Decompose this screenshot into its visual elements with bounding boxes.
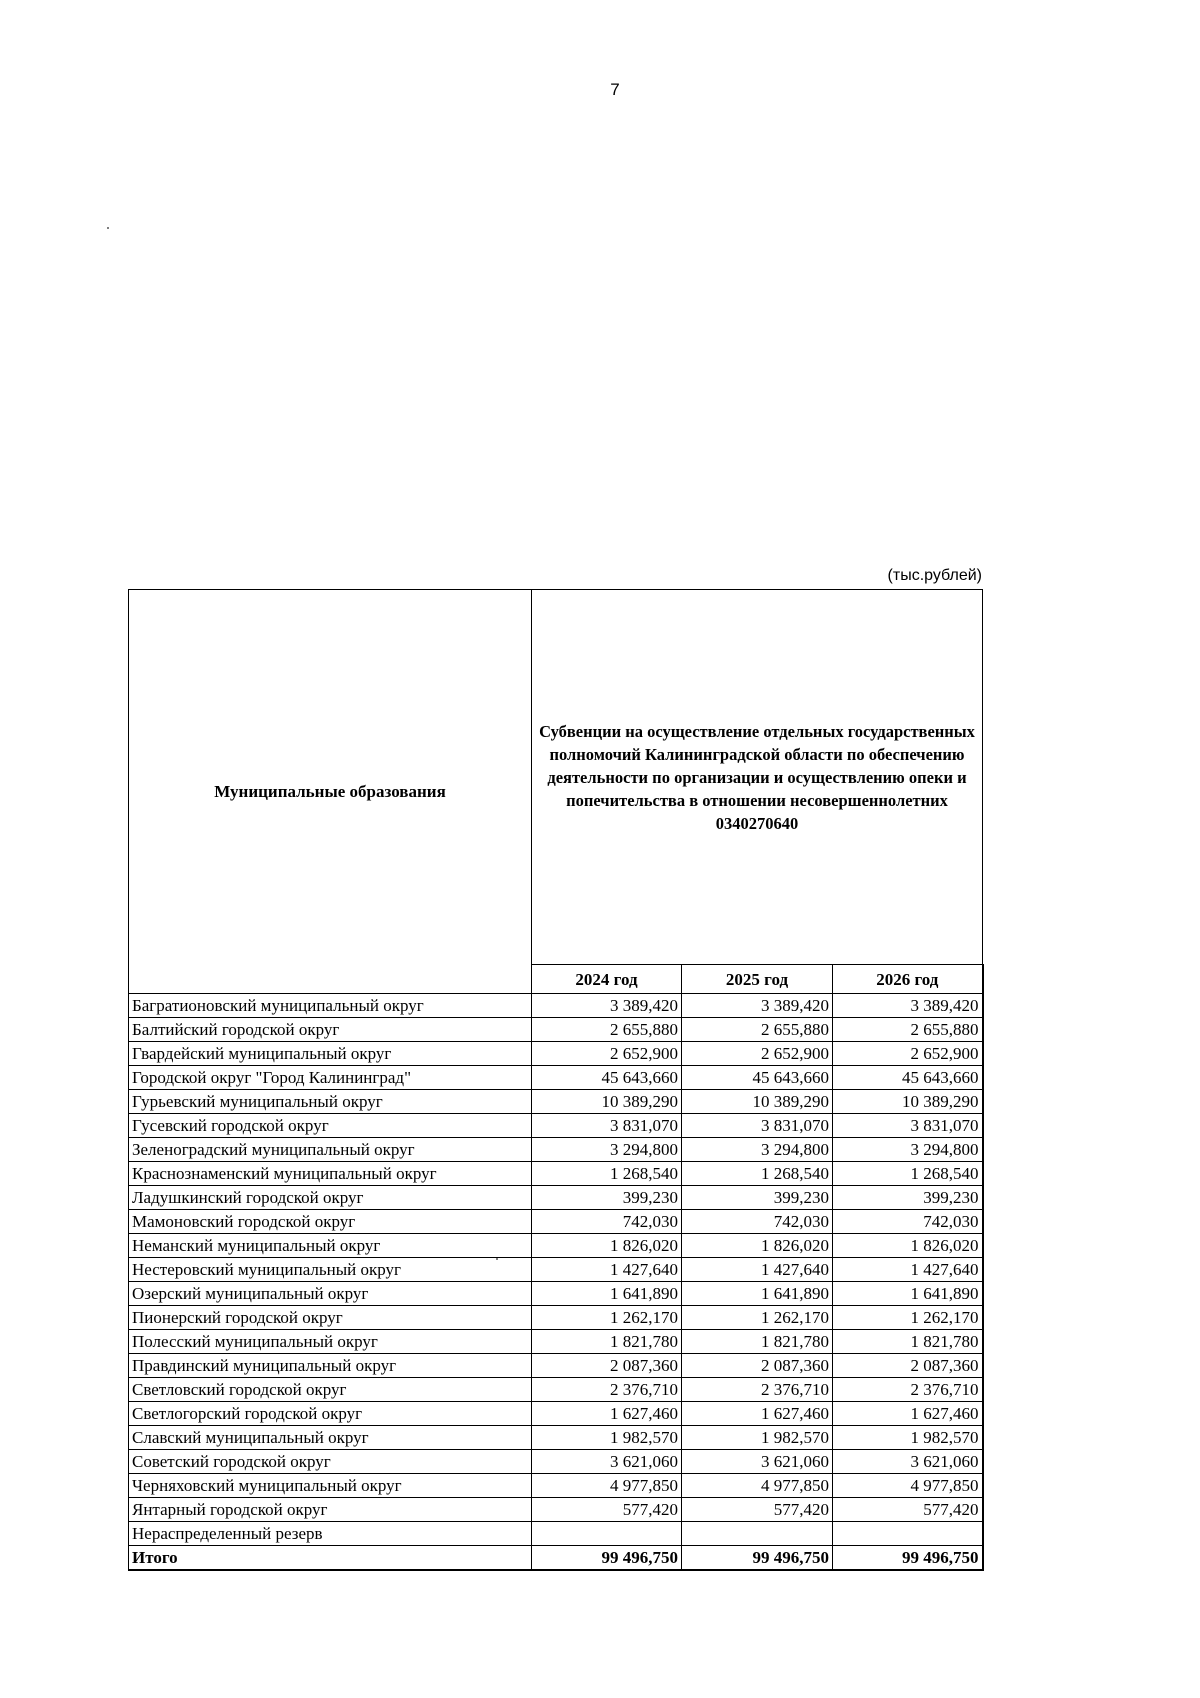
amount-cell: 2 655,880 [682, 1018, 833, 1042]
amount-cell: 99 496,750 [532, 1546, 682, 1570]
amount-cell: 2 655,880 [532, 1018, 682, 1042]
amount-cell: 1 268,540 [532, 1162, 682, 1186]
amount-cell [833, 1522, 983, 1546]
table-row [129, 1402, 983, 1426]
amount-cell: 10 389,290 [682, 1090, 833, 1114]
municipality-name: Пионерский городской округ [129, 1306, 532, 1330]
amount-cell: 2 087,360 [532, 1354, 682, 1378]
amount-cell: 399,230 [833, 1186, 983, 1210]
amount-cell: 2 655,880 [833, 1018, 983, 1042]
amount-cell [532, 1522, 682, 1546]
amount-cell: 2 652,900 [532, 1042, 682, 1066]
subvention-description-header: Субвенции на осуществление отдельных государственных полномочий Калининградской области по обеспечению деятельности по организации и осуществлению опеки и попечительства в отношении несовершеннолетних 0340270640 [532, 590, 983, 965]
municipality-name: Неманский муниципальный округ [129, 1234, 532, 1258]
amount-cell: 3 294,800 [833, 1138, 983, 1162]
amount-cell: 10 389,290 [532, 1090, 682, 1114]
amount-cell [682, 1522, 833, 1546]
municipality-name: Гурьевский муниципальный округ [129, 1090, 532, 1114]
amount-cell: 45 643,660 [833, 1066, 983, 1090]
amount-cell: 4 977,850 [682, 1474, 833, 1498]
amount-cell: 1 821,780 [532, 1330, 682, 1354]
table-row [129, 1306, 983, 1330]
table-row [129, 1426, 983, 1450]
amount-cell: 1 821,780 [833, 1330, 983, 1354]
amount-cell: 742,030 [833, 1210, 983, 1234]
amount-cell: 1 641,890 [833, 1282, 983, 1306]
municipality-name: Янтарный городской округ [129, 1498, 532, 1522]
amount-cell: 2 087,360 [833, 1354, 983, 1378]
amount-cell: 1 427,640 [682, 1258, 833, 1282]
amount-cell: 99 496,750 [833, 1546, 983, 1570]
amount-cell: 3 831,070 [833, 1114, 983, 1138]
year-header: 2026 год [833, 965, 983, 994]
amount-cell: 2 376,710 [833, 1378, 983, 1402]
amount-cell: 1 982,570 [532, 1426, 682, 1450]
table-row [129, 1234, 983, 1258]
table-row [129, 1138, 983, 1162]
amount-cell: 1 262,170 [532, 1306, 682, 1330]
amount-cell: 1 262,170 [833, 1306, 983, 1330]
table-row [129, 1114, 983, 1138]
amount-cell: 1 826,020 [833, 1234, 983, 1258]
amount-cell: 1 268,540 [833, 1162, 983, 1186]
amount-cell: 3 621,060 [833, 1450, 983, 1474]
table-row [129, 1162, 983, 1186]
amount-cell: 1 826,020 [532, 1234, 682, 1258]
municipality-name: Балтийский городской округ [129, 1018, 532, 1042]
municipality-name: Светлогорский городской округ [129, 1402, 532, 1426]
municipality-name: Славский муниципальный округ [129, 1426, 532, 1450]
year-header: 2024 год [532, 965, 682, 994]
subventions-table [128, 589, 984, 1571]
municipality-name: Озерский муниципальный округ [129, 1282, 532, 1306]
municipality-name: Светловский городской округ [129, 1378, 532, 1402]
municipality-name: Нестеровский муниципальный округ [129, 1258, 532, 1282]
amount-cell: 99 496,750 [682, 1546, 833, 1570]
amount-cell: 1 627,460 [682, 1402, 833, 1426]
municipality-name: Гусевский городской округ [129, 1114, 532, 1138]
amount-cell: 742,030 [682, 1210, 833, 1234]
municipality-name: Правдинский муниципальный округ [129, 1354, 532, 1378]
amount-cell: 742,030 [532, 1210, 682, 1234]
amount-cell: 3 389,420 [833, 994, 983, 1018]
municipality-column-header: Муниципальные образования [129, 590, 532, 994]
amount-cell: 577,420 [833, 1498, 983, 1522]
table-body [129, 994, 983, 1570]
amount-cell: 3 389,420 [532, 994, 682, 1018]
municipality-name: Ладушкинский городской округ [129, 1186, 532, 1210]
municipality-name: Полесский муниципальный округ [129, 1330, 532, 1354]
amount-cell: 1 262,170 [682, 1306, 833, 1330]
amount-cell: 1 641,890 [682, 1282, 833, 1306]
amount-cell: 3 621,060 [682, 1450, 833, 1474]
table-row [129, 1090, 983, 1114]
amount-cell: 2 376,710 [532, 1378, 682, 1402]
amount-cell: 3 294,800 [682, 1138, 833, 1162]
municipality-name: Итого [129, 1546, 532, 1570]
amount-cell: 1 427,640 [833, 1258, 983, 1282]
amount-cell: 4 977,850 [532, 1474, 682, 1498]
amount-cell: 3 389,420 [682, 994, 833, 1018]
total-row [129, 1546, 983, 1570]
amount-cell: 1 641,890 [532, 1282, 682, 1306]
municipality-name: Зеленоградский муниципальный округ [129, 1138, 532, 1162]
amount-cell: 1 821,780 [682, 1330, 833, 1354]
table-row [129, 994, 983, 1018]
municipality-name: Черняховский муниципальный округ [129, 1474, 532, 1498]
table-header-row [129, 590, 983, 965]
municipality-name: Городской округ "Город Калининград" [129, 1066, 532, 1090]
amount-cell: 1 982,570 [833, 1426, 983, 1450]
amount-cell: 577,420 [682, 1498, 833, 1522]
year-header: 2025 год [682, 965, 833, 994]
units-label: (тыс.рублей) [887, 567, 982, 584]
amount-cell: 1 826,020 [682, 1234, 833, 1258]
amount-cell: 399,230 [532, 1186, 682, 1210]
amount-cell: 45 643,660 [682, 1066, 833, 1090]
amount-cell: 1 627,460 [833, 1402, 983, 1426]
municipality-name: Нераспределенный резерв [129, 1522, 532, 1546]
amount-cell: 4 977,850 [833, 1474, 983, 1498]
municipality-name: Советский городской округ [129, 1450, 532, 1474]
amount-cell: 3 831,070 [682, 1114, 833, 1138]
amount-cell: 1 627,460 [532, 1402, 682, 1426]
table-row [129, 1186, 983, 1210]
amount-cell: 45 643,660 [532, 1066, 682, 1090]
table-row [129, 1378, 983, 1402]
municipality-name: Гвардейский муниципальный округ [129, 1042, 532, 1066]
amount-cell: 3 294,800 [532, 1138, 682, 1162]
amount-cell: 2 087,360 [682, 1354, 833, 1378]
table-row [129, 1258, 983, 1282]
table-row [129, 1474, 983, 1498]
table-row [129, 1042, 983, 1066]
amount-cell: 3 621,060 [532, 1450, 682, 1474]
amount-cell: 577,420 [532, 1498, 682, 1522]
table-row [129, 1498, 983, 1522]
table-row [129, 1522, 983, 1546]
table-row [129, 1018, 983, 1042]
amount-cell: 2 652,900 [833, 1042, 983, 1066]
page-number: 7 [610, 80, 620, 99]
table-row [129, 1210, 983, 1234]
table-row [129, 1282, 983, 1306]
amount-cell: 3 831,070 [532, 1114, 682, 1138]
amount-cell: 1 427,640 [532, 1258, 682, 1282]
table-row [129, 1066, 983, 1090]
table-row [129, 1450, 983, 1474]
amount-cell: 10 389,290 [833, 1090, 983, 1114]
municipality-name: Краснознаменский муниципальный округ [129, 1162, 532, 1186]
table-row [129, 1354, 983, 1378]
scan-speck [107, 227, 109, 229]
amount-cell: 1 268,540 [682, 1162, 833, 1186]
municipality-name: Багратионовский муниципальный округ [129, 994, 532, 1018]
municipality-name: Мамоновский городской округ [129, 1210, 532, 1234]
amount-cell: 1 982,570 [682, 1426, 833, 1450]
table-row [129, 1330, 983, 1354]
amount-cell: 2 652,900 [682, 1042, 833, 1066]
amount-cell: 2 376,710 [682, 1378, 833, 1402]
amount-cell: 399,230 [682, 1186, 833, 1210]
